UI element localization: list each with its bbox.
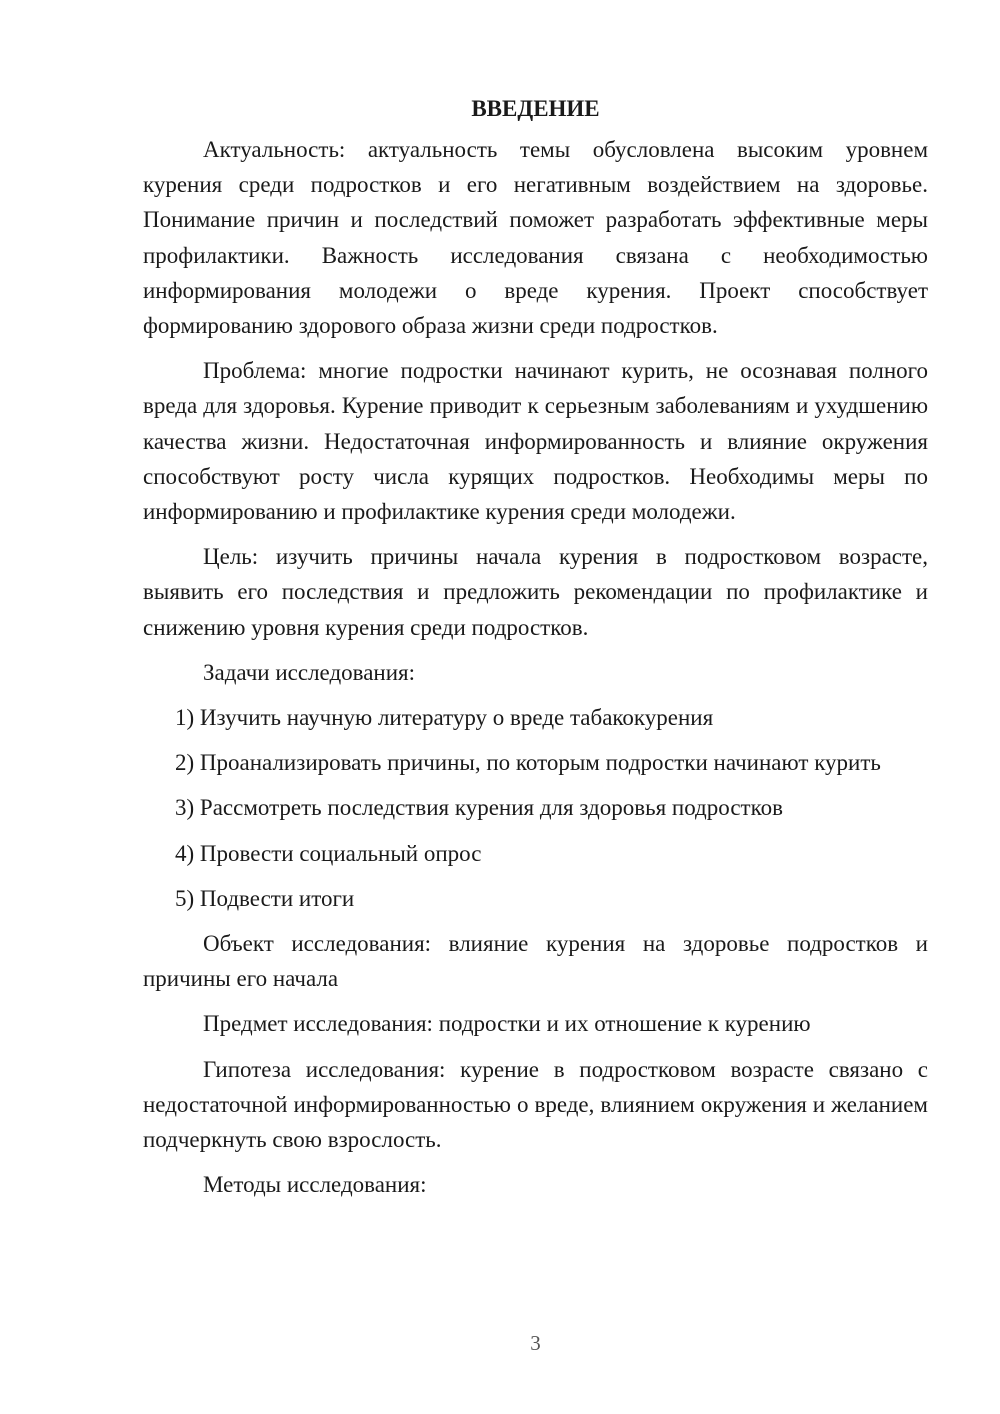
paragraph-subject: Предмет исследования: подростки и их отношение к курению	[203, 1011, 811, 1037]
document-page	[143, 92, 928, 1202]
section-heading: ВВЕДЕНИЕ	[471, 96, 600, 121]
paragraph-problem: Проблема: многие подростки начинают курить, не осознавая полного вреда для здоровья. Курение приводит к серьезным заболеваниям и ухудшению качества жизни. Недостаточная информированность и влияние окружения способствуют росту числа курящих подростков. Необходимы меры по информированию и профилактике курения среди молодежи.	[143, 358, 928, 525]
page-number: 3	[530, 1331, 541, 1355]
task-item: 5) Подвести итоги	[175, 885, 355, 911]
tasks-title: Задачи исследования:	[203, 659, 416, 685]
task-item: 1) Изучить научную литературу о вреде табакокурения	[175, 705, 714, 731]
paragraph-goal: Цель: изучить причины начала курения в подростковом возрасте, выявить его последствия и предложить рекомендации по профилактике и снижению уровня курения среди подростков.	[143, 544, 928, 640]
task-item: 4) Провести социальный опрос	[175, 840, 482, 866]
methods-title: Методы исследования:	[203, 1172, 427, 1198]
paragraph-relevance: Актуальность: актуальность темы обусловлена высоким уровнем курения среди подростков и его негативным воздействием на здоровье. Понимание причин и последствий поможет разработать эффективные меры профилактики. Важность исследования связана с необходимостью информирования молодежи о вреде курения. Проект способствует формированию здорового образа жизни среди подростков.	[143, 137, 928, 339]
task-item: 3) Рассмотреть последствия курения для здоровья подростков	[175, 795, 783, 821]
paragraph-object: Объект исследования: влияние курения на здоровье подростков и причины его начала	[143, 931, 928, 992]
paragraph-hypothesis: Гипотеза исследования: курение в подростковом возрасте связано с недостаточной информированностью о вреде, влиянием окружения и желанием подчеркнуть свою взрослость.	[143, 1056, 928, 1153]
task-item: 2) Проанализировать причины, по которым подростки начинают курить	[175, 750, 881, 776]
